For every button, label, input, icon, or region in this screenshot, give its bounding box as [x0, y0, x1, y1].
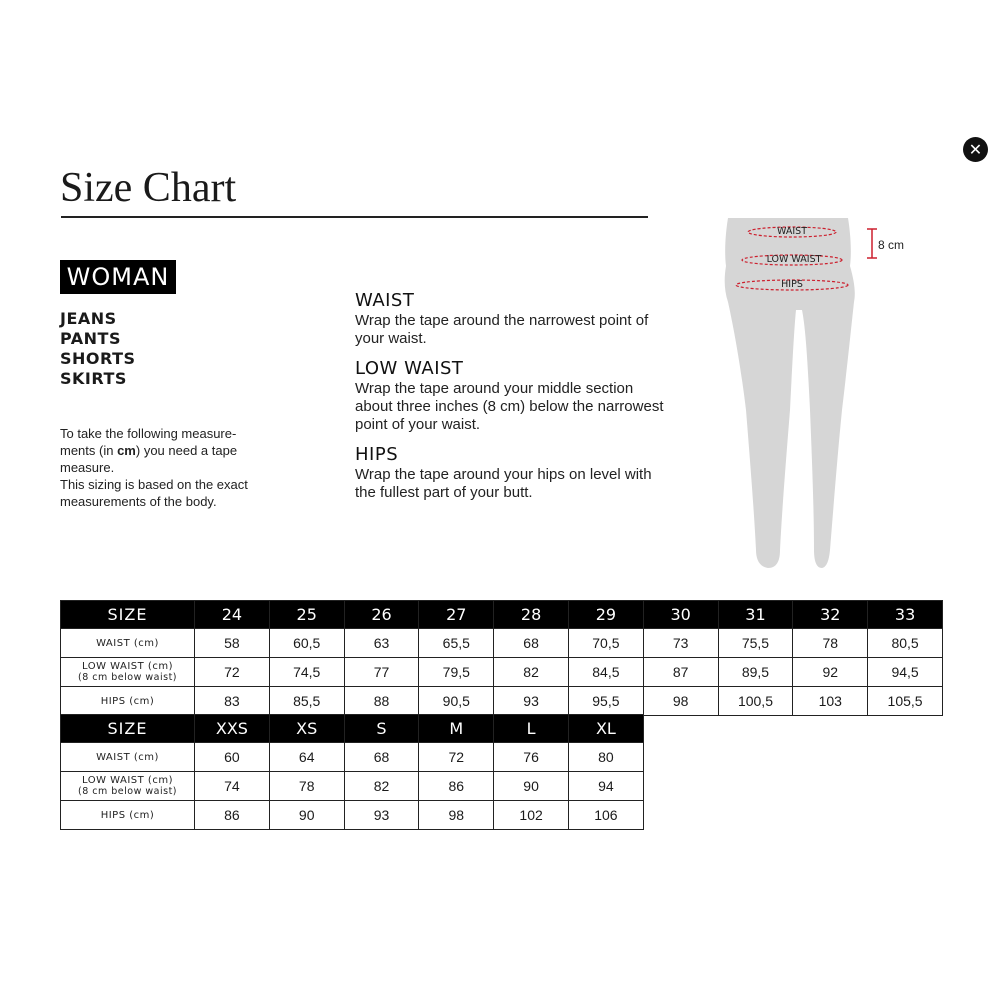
- table-cell: 60: [195, 743, 270, 772]
- table-cell: 84,5: [568, 658, 643, 687]
- table-cell: 58: [195, 629, 270, 658]
- table-cell: 94: [568, 772, 643, 801]
- section-badge: WOMAN: [60, 260, 176, 294]
- size-column-header: L: [494, 715, 569, 743]
- table-cell: 103: [793, 687, 868, 716]
- size-column-header: 25: [269, 601, 344, 629]
- hips-figure-label: HIPS: [781, 279, 803, 290]
- table-header-row: [61, 601, 943, 629]
- table-cell: 106: [568, 801, 643, 830]
- close-button[interactable]: ✕: [963, 137, 988, 162]
- intro-line: measurements of the body.: [60, 494, 217, 509]
- size-column-header: XL: [568, 715, 643, 743]
- table-cell: 94,5: [868, 658, 943, 687]
- size-column-header: XS: [269, 715, 344, 743]
- table-cell: 90: [494, 772, 569, 801]
- table-cell: 83: [195, 687, 270, 716]
- table-row: [61, 629, 943, 658]
- category-item: PANTS: [60, 329, 121, 348]
- table-cell: 64: [269, 743, 344, 772]
- table-cell: 78: [269, 772, 344, 801]
- row-label: LOW WAIST (cm) (8 cm below waist): [61, 658, 195, 687]
- table-cell: 65,5: [419, 629, 494, 658]
- size-column-header: XXS: [195, 715, 270, 743]
- low-waist-figure-label: LOW WAIST: [766, 254, 822, 265]
- size-column-header: 24: [195, 601, 270, 629]
- row-label: HIPS (cm): [61, 687, 195, 716]
- letter-size-table: [60, 714, 644, 830]
- category-item: SKIRTS: [60, 369, 127, 388]
- low-waist-heading: LOW WAIST: [355, 358, 464, 379]
- table-cell: 100,5: [718, 687, 793, 716]
- title-divider: [61, 216, 648, 218]
- table-row: [61, 658, 943, 687]
- table-cell: 86: [195, 801, 270, 830]
- table-cell: 74: [195, 772, 270, 801]
- table-cell: 92: [793, 658, 868, 687]
- intro-line: This sizing is based on the exact: [60, 477, 248, 492]
- page-title: Size Chart: [60, 165, 237, 211]
- table-cell: 72: [419, 743, 494, 772]
- offset-label: 8 cm: [878, 238, 905, 252]
- size-column-header: S: [344, 715, 419, 743]
- table-cell: 82: [494, 658, 569, 687]
- table-cell: 77: [344, 658, 419, 687]
- table-cell: 73: [643, 629, 718, 658]
- size-column-header: 26: [344, 601, 419, 629]
- size-column-header: 31: [718, 601, 793, 629]
- table-header-row: [61, 715, 644, 743]
- table-cell: 60,5: [269, 629, 344, 658]
- table-cell: 95,5: [568, 687, 643, 716]
- table-cell: 93: [494, 687, 569, 716]
- size-column-header: 32: [793, 601, 868, 629]
- table-cell: 79,5: [419, 658, 494, 687]
- size-column-header: 33: [868, 601, 943, 629]
- size-header: SIZE: [61, 601, 195, 629]
- table-cell: 75,5: [718, 629, 793, 658]
- table-cell: 88: [344, 687, 419, 716]
- table-cell: 87: [643, 658, 718, 687]
- size-column-header: 28: [494, 601, 569, 629]
- table-cell: 70,5: [568, 629, 643, 658]
- size-column-header: 30: [643, 601, 718, 629]
- size-header: SIZE: [61, 715, 195, 743]
- category-list: [60, 309, 136, 389]
- table-cell: 76: [494, 743, 569, 772]
- low-waist-description: Wrap the tape around your middle section about three inches (8 cm) below the narrowest point of your waist.: [355, 380, 664, 433]
- table-cell: 72: [195, 658, 270, 687]
- table-cell: 98: [643, 687, 718, 716]
- table-cell: 89,5: [718, 658, 793, 687]
- table-cell: 78: [793, 629, 868, 658]
- table-cell: 80,5: [868, 629, 943, 658]
- table-cell: 86: [419, 772, 494, 801]
- size-column-header: M: [419, 715, 494, 743]
- row-label: WAIST (cm): [61, 629, 195, 658]
- waist-description: Wrap the tape around the narrowest point of your waist.: [355, 312, 649, 347]
- table-row: [61, 687, 943, 716]
- waist-heading: WAIST: [355, 290, 415, 311]
- body-measurement-figure: [710, 210, 910, 575]
- waist-figure-label: WAIST: [776, 226, 808, 237]
- row-label: WAIST (cm): [61, 743, 195, 772]
- table-cell: 85,5: [269, 687, 344, 716]
- table-row: [61, 801, 644, 830]
- intro-line: To take the following measure-: [60, 426, 237, 441]
- row-label: HIPS (cm): [61, 801, 195, 830]
- table-cell: 80: [568, 743, 643, 772]
- table-cell: 105,5: [868, 687, 943, 716]
- table-cell: 63: [344, 629, 419, 658]
- measurement-definitions: [355, 290, 665, 512]
- table-cell: 90: [269, 801, 344, 830]
- table-cell: 82: [344, 772, 419, 801]
- size-column-header: 27: [419, 601, 494, 629]
- category-item: JEANS: [60, 309, 117, 328]
- intro-line: measure.: [60, 460, 115, 475]
- table-row: [61, 772, 644, 801]
- body-silhouette: [725, 218, 855, 568]
- table-cell: 68: [494, 629, 569, 658]
- table-cell: 90,5: [419, 687, 494, 716]
- intro-text: [60, 425, 270, 510]
- numeric-size-table: [60, 600, 943, 716]
- intro-line: ments (in cm) you need a tape: [60, 443, 238, 458]
- table-cell: 74,5: [269, 658, 344, 687]
- table-cell: 98: [419, 801, 494, 830]
- hips-heading: HIPS: [355, 444, 399, 465]
- table-cell: 93: [344, 801, 419, 830]
- category-item: SHORTS: [60, 349, 136, 368]
- hips-description: Wrap the tape around your hips on level with the fullest part of your butt.: [355, 466, 652, 501]
- size-column-header: 29: [568, 601, 643, 629]
- table-row: [61, 743, 644, 772]
- table-cell: 68: [344, 743, 419, 772]
- table-cell: 102: [494, 801, 569, 830]
- row-label: LOW WAIST (cm) (8 cm below waist): [61, 772, 195, 801]
